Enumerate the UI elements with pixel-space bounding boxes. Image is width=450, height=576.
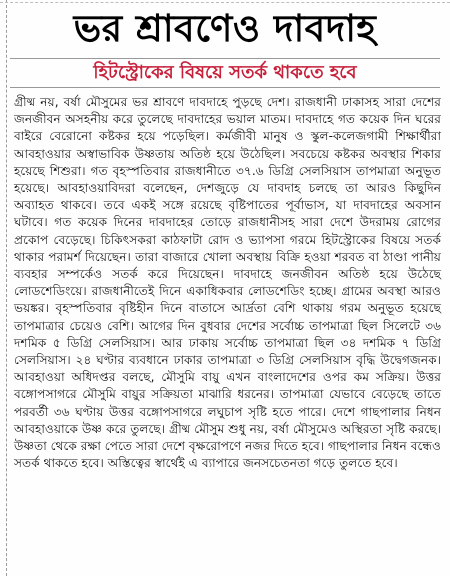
subheadline: হিটস্ট্রোকের বিষয়ে সতর্ক থাকতে হবে [93, 62, 357, 83]
subheadline-band [10, 58, 440, 88]
headline: ভর শ্রাবণেও দাবদাহ [73, 7, 377, 50]
article-body: গ্রীষ্ম নয়, বর্ষা মৌসুমের ভর শ্রাবণে দাবদাহে পুড়ছে দেশ। রাজধানী ঢাকাসহ সারা দেশের জনজীবন অসহনীয় করে তুলেছে দাবদাহের ভয়াল মাতম। দাবদাহে গত কয়েক দিন ঘরের বাইরে বেরোনো কষ্টকর হয়ে পড়েছিল। কর্মজীবী মানুষ ও স্কুল-কলেজগামী শিক্ষার্থীরা আবহাওয়ার অস্বাভাবিক উষ্ণতায় অতিষ্ঠ হয়ে উঠেছিল। সবচেয়ে কষ্টকর অবস্থার শিকার হয়েছে শিশুরা। গত বৃহস্পতিবার রাজধানীতে ৩৭.৬ ডিগ্রি সেলসিয়াস তাপমাত্রা অনুভূত হয়েছে। আবহাওয়াবিদরা বলেছেন, দেশজুড়ে যে দাবদাহ চলছে তা আরও কিছুদিন অব্যাহত থাকবে। তবে একই সঙ্গে রয়েছে বৃষ্টিপাতের পূর্বাভাস, যা দাবদাহের অবসান ঘটাবে। গত কয়েক দিনের দাবদাহের তোড়ে রাজধানীসহ সারা দেশে উদরাময় রোগের প্রকোপ বেড়েছে। চিকিৎসকরা কাঠফাটা রোদ ও ভ্যাপসা গরমে হিটস্ট্রোকের বিষয়ে সতর্ক থাকার পরামর্শ দিয়েছেন। তারা বাজারে খোলা অবস্থায় বিক্রি হওয়া শরবত বা ঠাণ্ডা পানীয় ব্যবহার সম্পর্কেও সতর্ক করে দিয়েছেন। দাবদাহে জনজীবন অতিষ্ঠ হয়ে উঠেছে লোডশেডিংয়ে। রাজধানীতেই দিনে একাধিকবার লোডশেডিং হচ্ছে। গ্রামের অবস্থা আরও ভয়ঙ্কর। বৃহস্পতিবার বৃষ্টিহীন দিনে বাতাসে আর্দ্রতা বেশি থাকায় গরম অনুভূত হয়েছে তাপমাত্রার চেয়েও বেশি। আগের দিন বুধবার দেশের সর্বোচ্চ তাপমাত্রা ছিল সিলেটে ৩৬ দশমিক ৫ ডিগ্রি সেলসিয়াস। আর ঢাকায় সর্বোচ্চ তাপমাত্রা ছিল ৩৪ দশমিক ৭ ডিগ্রি সেলসিয়াস। ২৪ ঘণ্টার ব্যবধানে ঢাকার তাপমাত্রা ৩ ডিগ্রি সেলসিয়াস বৃদ্ধি উদ্বেগজনক। আবহাওয়া অধিদপ্তর বলছে, মৌসুমি বায়ু এখন বাংলাদেশের ওপর কম সক্রিয়। উত্তর বঙ্গোপসাগরে মৌসুমি বায়ুর সক্রিয়তা মাঝারি ধরনের। তাপমাত্রা যেভাবে বেড়েছে তাতে পরবর্তী ৩৬ ঘণ্টায় উত্তর বঙ্গোপসাগরে লঘুচাপ সৃষ্টি হতে পারে। দেশে গাছপালার নিধন আবহাওয়াকে উষ্ণ করে তুলছে। গ্রীষ্ম মৌসুম শুধু নয়, বর্ষা মৌসুমেও অস্থিরতা সৃষ্টি করছে। উষ্ণতা থেকে রক্ষা পেতে সারা দেশে বৃক্ষরোপণে নজর দিতে হবে। গাছপালার নিধন বন্ধেও সতর্ক থাকতে হবে। অস্তিত্বের স্বার্থেই এ ব্যাপারে জনসচেতনতা গড়ে তুলতে হবে। [14, 95, 441, 471]
clipping-edge-top [0, 2, 450, 3]
clipping-edge-left [0, 0, 7, 576]
